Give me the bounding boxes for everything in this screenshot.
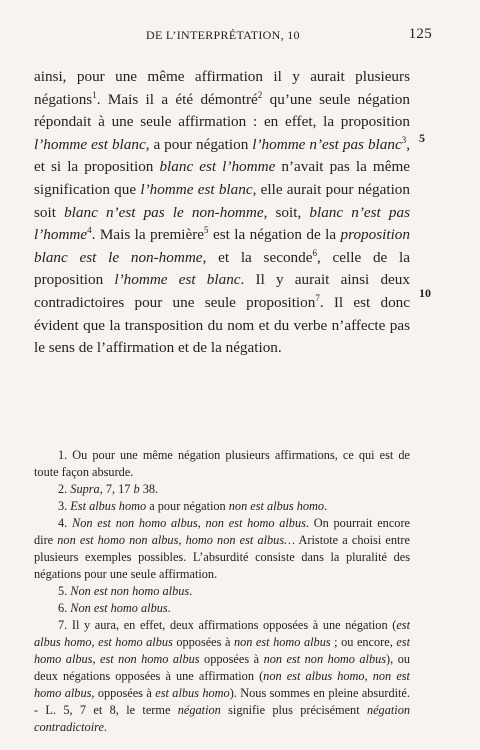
footnotes [34, 447, 410, 736]
note-ref: 1 [92, 89, 97, 100]
page-number: 125 [408, 26, 432, 42]
note-ref: 4 [87, 225, 92, 236]
footnote-1: 1. Ou pour une même négation plusieurs affirmations, ce qui est de toute façon absurde. [34, 448, 410, 479]
footnote-7: 7. Il y aura, en effet, deux affirmations opposées à une négation (est albus homo, est homo albus opposées à non est homo albus ; ou encore, est homo albus, est non homo albus opposées à non est non homo albus), ou deux négations opposées à une affirmation (non est albus homo, non est homo albus, opposées à est albus homo). Nous sommes en pleine absurdité. - L. 5, 7 et 8, le terme négation signifie plus précisément négation contradictoire. [34, 618, 410, 734]
main-text [34, 66, 410, 360]
margin-line-number: 10 [419, 286, 431, 300]
footnote-3: 3. Est albus homo a pour négation non est albus homo. [58, 499, 328, 513]
footnote-2: 2. Supra, 7, 17 b 38. [58, 482, 159, 496]
footnote-5: 5. Non est non homo albus. [58, 584, 193, 598]
margin-line-number: 5 [419, 131, 425, 145]
running-title: DE L’INTERPRÉTATION, 10 [146, 28, 300, 42]
note-ref: 3 [401, 134, 407, 145]
note-ref: 2 [257, 89, 263, 100]
note-ref: 7 [315, 292, 320, 303]
footnote-6: 6. Non est homo albus. [58, 601, 171, 615]
main-paragraph: ainsi, pour une même affirmation il y aurait plusieurs négations$^1$. Mais il a été démontré$^2$ qu’une seule négation répondait à une seule affirmation : en effet, la proposition l’homme est blanc, a pour négation l’homme n’est pas blanc$^3$, et si la proposition blanc est l’homme n’avait pas la même signification que l’homme est blanc, elle aurait pour négation soit blanc n’est pas le non-homme, soit, blanc n’est pas l’homme$^4$. Mais la première$^5$ est la négation de la proposition blanc est le non-homme, et la seconde$^6$, celle de la proposition l’homme est blanc. Il y aurait ainsi deux contradictoires pour une seule proposition$^7$. Il est donc évident que la transposition du nom et du verbe n’affecte pas le sens de l’affirmation et de la négation. [34, 68, 411, 357]
note-ref: 5 [204, 225, 209, 236]
footnote-4: 4. Non est non homo albus, non est homo albus. On pourrait encore dire non est homo non albus, homo non est albus… Aristote a choisi entre plusieurs exemples possibles. L’absurdité consiste dans la pluralité des négations pour une seule affirmation. [34, 516, 410, 581]
note-ref: 6 [312, 247, 317, 258]
